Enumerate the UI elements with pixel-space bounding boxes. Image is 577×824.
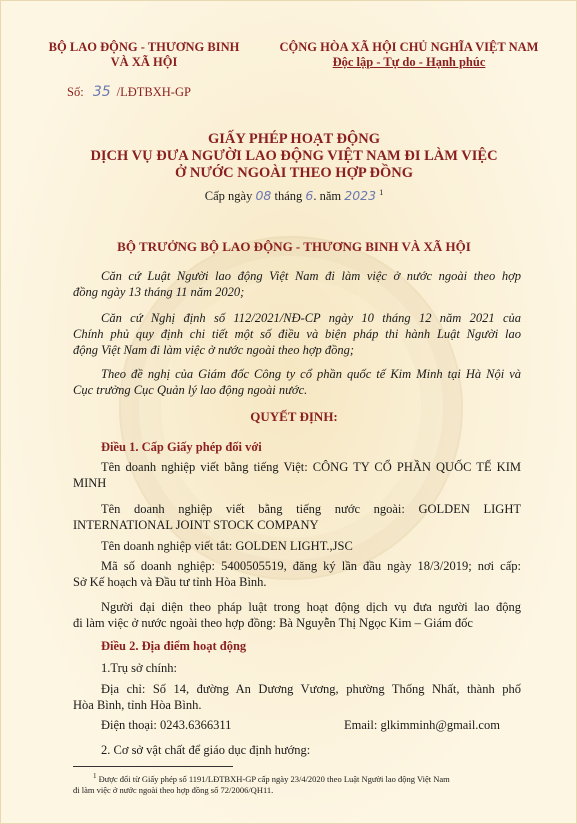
issue-month: 6 — [305, 188, 314, 204]
fn-name-line2: INTERNATIONAL JOINT STOCK COMPANY — [73, 518, 319, 532]
ministry-line1: BỘ LAO ĐỘNG - THƯƠNG BINH — [48, 40, 240, 54]
facility-label: 2. Cơ sở vật chất để giáo dục định hướng: — [101, 743, 311, 757]
so-suffix: /LĐTBXH-GP — [116, 85, 191, 99]
phone: Điện thoại: 0243.6366311 — [101, 718, 232, 732]
address-line1: Địa chỉ: Số 14, đường An Dương Vương, phường Thống Nhất, thành phố — [101, 682, 521, 696]
basis-3-line2: Cục trưởng Cục Quản lý lao động ngoài nước. — [73, 383, 308, 397]
article-2-heading: Điều 2. Địa điểm hoạt động — [101, 639, 247, 653]
issue-date — [29, 188, 559, 204]
headquarters-label: 1.Trụ sở chính: — [101, 661, 177, 675]
issue-prefix: Cấp ngày — [204, 189, 253, 204]
basis-2-line3: động Việt Nam đi làm việc ở nước ngoài theo hợp đồng; — [73, 343, 355, 357]
ministry-header — [29, 40, 259, 70]
decision-heading: QUYẾT ĐỊNH: — [250, 409, 338, 424]
issue-year-label: . năm — [313, 189, 342, 204]
basis-1-line2: đồng ngày 13 tháng 11 năm 2020; — [73, 285, 245, 299]
footnote-line1: Được đổi từ Giấy phép số 1191/LĐTBXH-GP cấp ngày 23/4/2020 theo Luật Người lao động Việt Nam — [98, 773, 450, 784]
foreign-name — [73, 501, 521, 533]
footnote — [73, 771, 523, 796]
vn-name-line1: Tên doanh nghiệp viết bằng tiếng Việt: CÔNG TY CỔ PHẦN QUỐC TẾ KIM — [101, 460, 521, 474]
short-name: Tên doanh nghiệp viết tắt: GOLDEN LIGHT.,JSC — [101, 539, 353, 553]
fn-name-line1: Tên doanh nghiệp viết bằng tiếng nước ngoài: GOLDEN LIGHT — [101, 502, 521, 516]
document-number — [67, 84, 191, 100]
issue-year: 2023 — [344, 188, 377, 204]
issue-day: 08 — [255, 188, 272, 204]
address-line2: Hòa Bình, tỉnh Hòa Bình. — [73, 698, 202, 712]
legal-representative — [73, 599, 521, 631]
title-line1: GIẤY PHÉP HOẠT ĐỘNG — [207, 131, 380, 147]
footnote-number: 1 — [93, 772, 97, 780]
national-header — [259, 40, 559, 70]
rep-line2: đi làm việc ở nước ngoài theo hợp đồng: Bà Nguyễn Thị Ngọc Kim – Giám đốc — [73, 616, 473, 630]
article-1-heading: Điều 1. Cấp Giấy phép đối với — [101, 440, 262, 454]
basis-1-line1: Căn cứ Luật Người lao động Việt Nam đi làm việc ở nước ngoài theo hợp — [101, 269, 521, 283]
title-line3: Ở NƯỚC NGOÀI THEO HỢP ĐỒNG — [174, 165, 414, 181]
legal-basis-1 — [73, 268, 521, 300]
legal-basis-3 — [73, 366, 521, 398]
basis-3-line1: Theo đề nghị của Giám đốc Công ty cổ phần quốc tế Kim Minh tại Hà Nội và — [101, 367, 521, 381]
basis-2-line2: Chính phủ quy định chi tiết một số điều và biện pháp thi hành Luật Người lao — [73, 327, 521, 341]
vietnamese-name — [73, 459, 521, 491]
authority-heading: BỘ TRƯỞNG BỘ LAO ĐỘNG - THƯƠNG BINH VÀ XÃ HỘI — [117, 239, 471, 254]
license-title — [29, 131, 559, 182]
code-line1: Mã số doanh nghiệp: 5400505519, đăng ký lần đầu ngày 18/3/2019; nơi cấp: — [101, 559, 521, 573]
issue-month-label: tháng — [274, 189, 303, 204]
business-code — [73, 558, 521, 590]
rep-line1: Người đại diện theo pháp luật trong hoạt động dịch vụ đưa người lao động — [101, 600, 521, 614]
footnote-line2: đi làm việc ở nước ngoài theo hợp đồng số 72/2006/QH11. — [73, 784, 274, 795]
email: Email: glkimminh@gmail.com — [344, 718, 500, 732]
so-label: Số: — [67, 85, 84, 99]
national-motto: Độc lập - Tự do - Hạnh phúc — [332, 55, 486, 69]
so-number: 35 — [92, 84, 111, 100]
headquarters-address — [73, 681, 521, 713]
footnote-divider — [73, 766, 233, 767]
footnote-mark: 1 — [379, 188, 384, 197]
title-line2: DỊCH VỤ ĐƯA NGƯỜI LAO ĐỘNG VIỆT NAM ĐI LÀM VIỆC — [90, 148, 498, 164]
vn-name-line2: MINH — [73, 476, 107, 490]
legal-basis-2 — [73, 310, 521, 358]
basis-2-line1: Căn cứ Nghị định số 112/2021/NĐ-CP ngày 10 tháng 12 năm 2021 của — [101, 311, 521, 325]
national-title: CỘNG HÒA XÃ HỘI CHỦ NGHĨA VIỆT NAM — [279, 40, 539, 54]
code-line2: Sở Kế hoạch và Đầu tư tỉnh Hòa Bình. — [73, 575, 267, 589]
ministry-line2: VÀ XÃ HỘI — [110, 55, 178, 69]
